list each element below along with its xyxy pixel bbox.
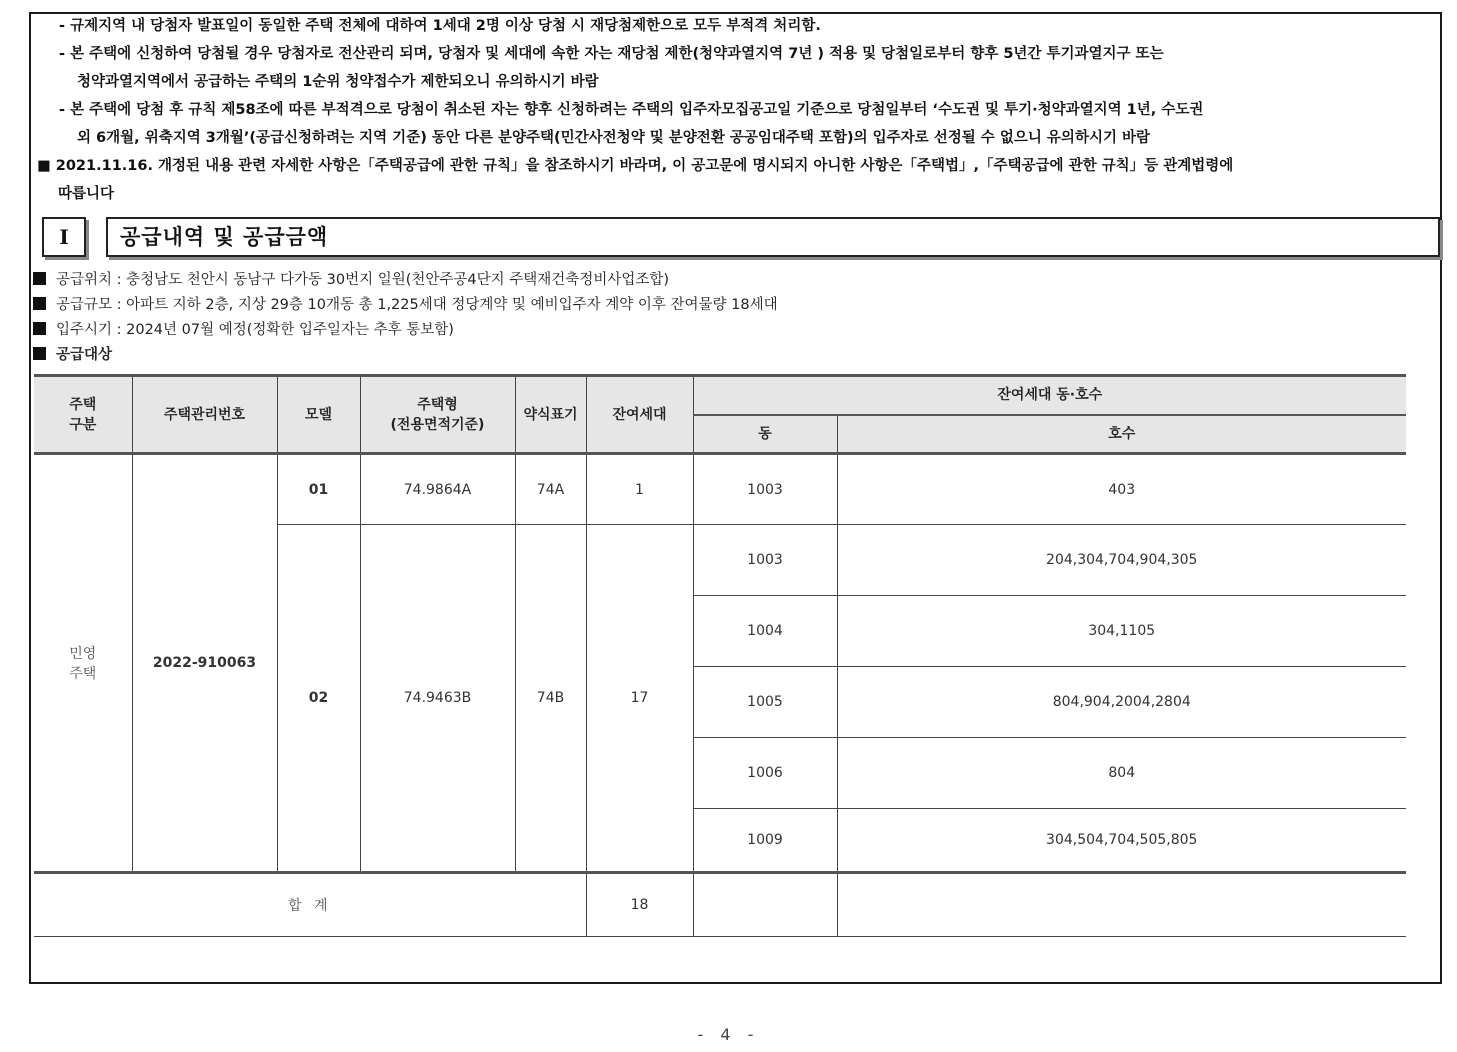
supply-table: [34, 374, 1406, 937]
ho-cell: 804,904,2004,2804: [837, 667, 1406, 738]
dong-cell: 1003: [693, 454, 837, 525]
mgmt-no-cell: 2022-910063: [132, 454, 277, 873]
model-cell: 02: [277, 525, 360, 873]
notice-line: 외 6개월, 위축지역 3개월’(공급신청하려는 지역 기준) 동안 다른 분양주택(민간사전청약 및 분양전환 공공임대주택 포함)의 입주자로 선정될 수 없으니 유의하시기 바람: [77, 130, 1151, 146]
header-remaining: 잔여세대: [586, 376, 693, 454]
notice-line: - 규제지역 내 당첨자 발표일이 동일한 주택 전체에 대하여 1세대 2명 이상 당첨 시 재당첨제한으로 모두 부적격 처리함.: [59, 18, 821, 34]
abbrev-cell: 74A: [515, 454, 586, 525]
remaining-cell: 17: [586, 525, 693, 873]
dong-cell: 1003: [693, 525, 837, 596]
square-bullet-icon: [33, 347, 46, 360]
notice-line: ■ 2021.11.16. 개정된 내용 관련 자세한 사항은「주택공급에 관한 규칙」을 참조하시기 바라며, 이 공고문에 명시되지 아니한 사항은「주택법」,「주택공급에 관한 규칙」등 관계법령에: [37, 158, 1234, 174]
abbrev-cell: 74B: [515, 525, 586, 873]
dong-cell: 1005: [693, 667, 837, 738]
notice-line: 청약과열지역에서 공급하는 주택의 1순위 청약접수가 제한되오니 유의하시기 바람: [77, 74, 599, 90]
notice-line: - 본 주택에 신청하여 당첨될 경우 당첨자로 전산관리 되며, 당첨자 및 세대에 속한 자는 재당첨 제한(청약과열지역 7년 ) 적용 및 당첨일로부터 향후 5년간 투기과열지구 또는: [59, 46, 1164, 62]
header-dong-ho: 잔여세대 동·호수: [693, 376, 1406, 415]
dong-cell: 1006: [693, 738, 837, 809]
total-row: [34, 873, 1406, 937]
header-ho: 호수: [837, 415, 1406, 454]
notice-line: - 본 주택에 당첨 후 규칙 제58조에 따른 부적격으로 당첨이 취소된 자는 향후 신청하려는 주택의 입주자모집공고일 기준으로 당첨일부터 ‘수도권 및 투기·청약과열지역 1년, 수도권: [59, 102, 1204, 118]
header-mgmt-no: 주택관리번호: [132, 376, 277, 454]
total-label: 합 계: [34, 873, 586, 937]
header-type: 주택 구분: [34, 376, 132, 454]
info-item-scale: 공급규모 : 아파트 지하 2층, 지상 29층 10개동 총 1,225세대 정당계약 및 예비입주자 계약 이후 잔여물량 18세대: [33, 293, 778, 318]
header-house-type: 주택형 (전용면적기준): [360, 376, 515, 454]
info-item-target: 공급대상: [33, 343, 778, 368]
ho-cell: 804: [837, 738, 1406, 809]
info-item-move-in: 입주시기 : 2024년 07월 예정(정확한 입주일자는 추후 통보함): [33, 318, 778, 343]
header-abbrev: 약식표기: [515, 376, 586, 454]
house-type-cell: 74.9864A: [360, 454, 515, 525]
table-row: [34, 454, 1406, 525]
model-cell: 01: [277, 454, 360, 525]
page-number: - 4 -: [697, 1025, 760, 1044]
house-type-cell: 74.9463B: [360, 525, 515, 873]
total-value: 18: [586, 873, 693, 937]
square-bullet-icon: [33, 297, 46, 310]
supply-info: [33, 268, 778, 368]
header-dong: 동: [693, 415, 837, 454]
ho-cell: 304,1105: [837, 596, 1406, 667]
section-title: 공급내역 및 공급금액: [106, 217, 1440, 257]
square-bullet-icon: [33, 272, 46, 285]
dong-cell: 1004: [693, 596, 837, 667]
section-number: I: [42, 217, 86, 257]
remaining-cell: 1: [586, 454, 693, 525]
notice-line: 따릅니다: [58, 186, 115, 202]
ho-cell: 304,504,704,505,805: [837, 809, 1406, 873]
header-model: 모델: [277, 376, 360, 454]
dong-cell: 1009: [693, 809, 837, 873]
total-empty-cell: [837, 873, 1406, 937]
type-cell: 민영 주택: [34, 454, 132, 873]
section-header: [42, 217, 1440, 255]
info-item-location: 공급위치 : 충청남도 천안시 동남구 다가동 30번지 일원(천안주공4단지 주택재건축정비사업조합): [33, 268, 778, 293]
notice-block: [37, 12, 1442, 208]
ho-cell: 204,304,704,904,305: [837, 525, 1406, 596]
square-bullet-icon: [33, 322, 46, 335]
ho-cell: 403: [837, 454, 1406, 525]
total-empty-cell: [693, 873, 837, 937]
